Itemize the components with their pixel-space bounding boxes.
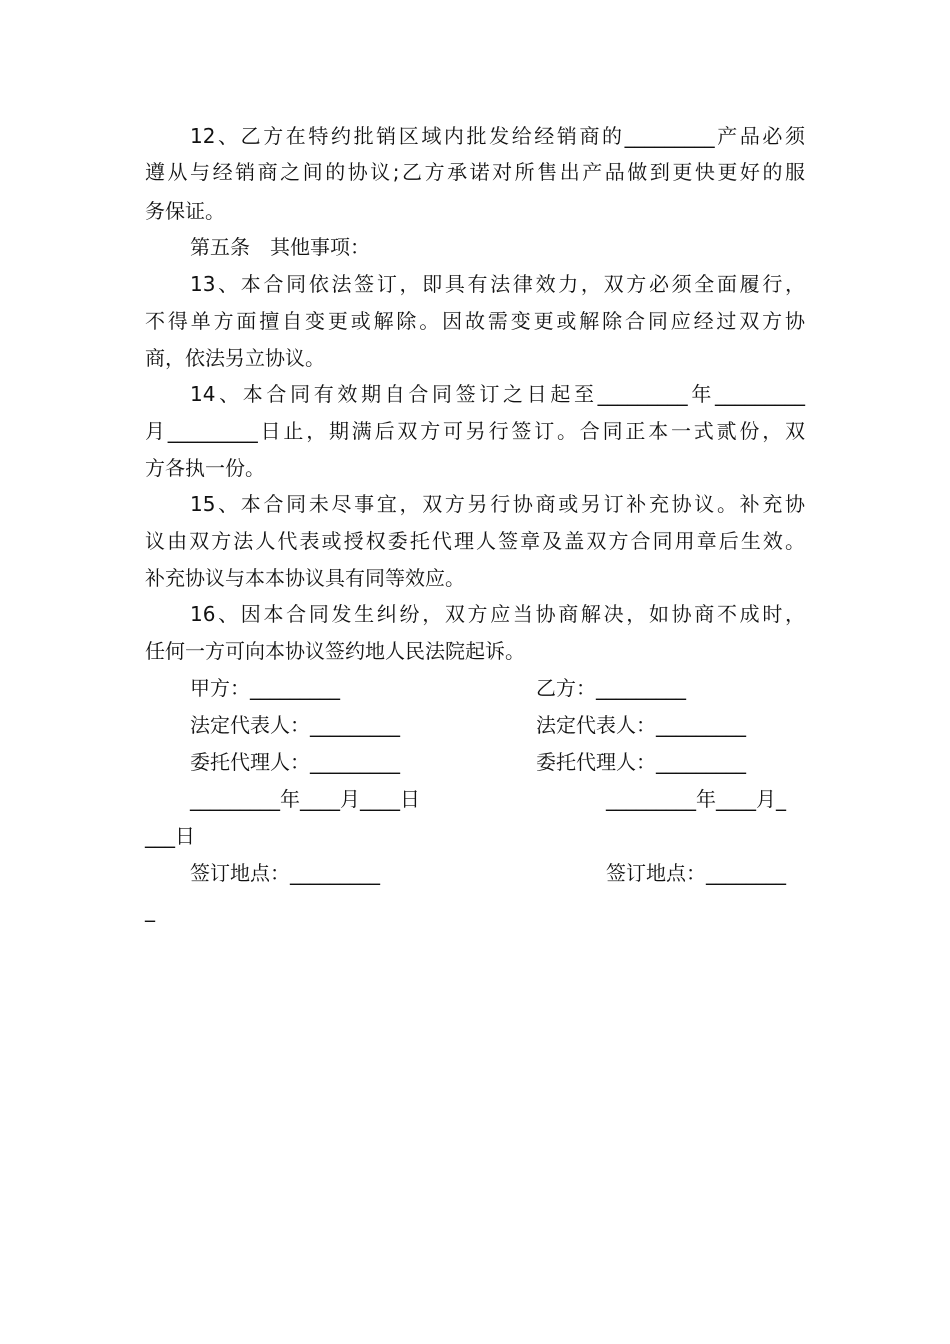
section-5-heading: 第五条 其他事项： xyxy=(190,235,370,259)
agent-b: 委托代理人：_________ xyxy=(536,750,746,774)
paragraph-12-line-2: 遵从与经销商之间的协议;乙方承诺对所售出产品做到更快更好的服 xyxy=(145,160,805,184)
legal-rep-b: 法定代表人：_________ xyxy=(536,713,746,737)
paragraph-13-line-3: 商，依法另立协议。 xyxy=(145,346,325,370)
paragraph-12-line-1: 12、乙方在特约批销区域内批发给经销商的_________产品必须 xyxy=(190,124,805,148)
date-b-continued: ___日 xyxy=(145,824,195,848)
paragraph-14-line-3: 方各执一份。 xyxy=(145,456,265,480)
signing-place-b: 签订地点：________ xyxy=(606,861,786,885)
party-a-label: 甲方：_________ xyxy=(190,676,340,700)
paragraph-14-line-1: 14、本合同有效期自合同签订之日起至_________年_________ xyxy=(190,382,805,406)
paragraph-14-line-2: 月_________日止，期满后双方可另行签订。合同正本一式贰份，双 xyxy=(145,419,805,443)
paragraph-16-line-2: 任何一方可向本协议签约地人民法院起诉。 xyxy=(145,639,525,663)
paragraph-15-line-2: 议由双方法人代表或授权委托代理人签章及盖双方合同用章后生效。 xyxy=(145,529,805,553)
paragraph-13-line-2: 不得单方面擅自变更或解除。因故需变更或解除合同应经过双方协 xyxy=(145,309,805,333)
date-b: _________年____月_ xyxy=(606,787,786,811)
paragraph-13-line-1: 13、本合同依法签订，即具有法律效力，双方必须全面履行， xyxy=(190,272,805,296)
signing-place-b-continued: _ xyxy=(145,898,155,922)
agent-a: 委托代理人：_________ xyxy=(190,750,400,774)
paragraph-15-line-1: 15、本合同未尽事宜，双方另行协商或另订补充协议。补充协 xyxy=(190,492,805,516)
date-a: _________年____月____日 xyxy=(190,787,420,811)
party-b-label: 乙方：_________ xyxy=(536,676,686,700)
paragraph-16-line-1: 16、因本合同发生纠纷，双方应当协商解决，如协商不成时， xyxy=(190,602,805,626)
legal-rep-a: 法定代表人：_________ xyxy=(190,713,400,737)
paragraph-15-line-3: 补充协议与本本协议具有同等效应。 xyxy=(145,566,465,590)
signing-place-a: 签订地点：_________ xyxy=(190,861,380,885)
paragraph-12-line-3: 务保证。 xyxy=(145,199,225,223)
